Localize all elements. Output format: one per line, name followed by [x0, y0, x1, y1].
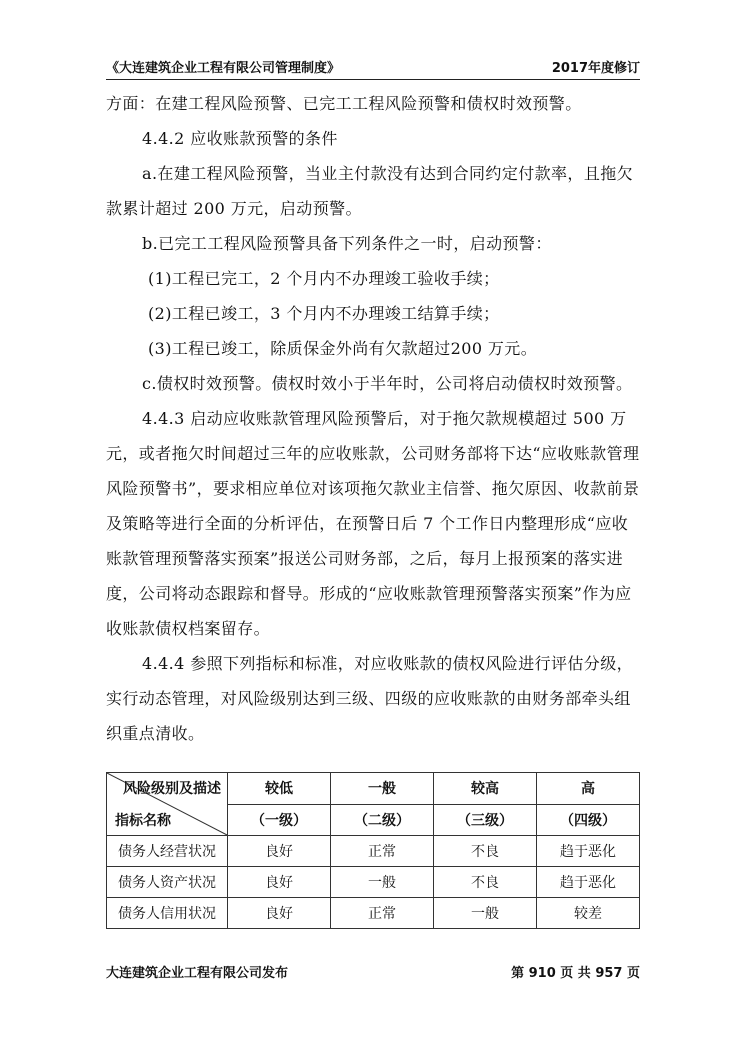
page-header [106, 50, 640, 80]
level-header: 较低 [228, 773, 331, 805]
table-cell: 不良 [434, 836, 537, 867]
table-cell: 一般 [331, 867, 434, 898]
level-code: （一级） [228, 804, 331, 836]
page-footer [106, 962, 640, 981]
level-header: 一般 [331, 773, 434, 805]
level-header: 高 [537, 773, 640, 805]
list-item: (1)工程已完工，2 个月内不办理竣工验收手续； [148, 269, 500, 288]
indicator-name: 债务人经营状况 [107, 836, 228, 867]
paragraph: b.已完工工程风险预警具备下列条件之一时，启动预警： [142, 234, 552, 253]
risk-level-table [106, 772, 640, 929]
table-row [107, 836, 640, 867]
corner-top-label: 风险级别及描述 [123, 781, 221, 797]
table-row [107, 867, 640, 898]
table-header-row [107, 773, 640, 805]
level-header: 较高 [434, 773, 537, 805]
publisher-label: 大连建筑企业工程有限公司发布 [106, 966, 289, 981]
section-heading: 4.4.2 应收账款预警的条件 [142, 129, 338, 148]
table-cell: 较差 [537, 898, 640, 929]
paragraph: c.债权时效预警。债权时效小于半年时，公司将启动债权时效预警。 [142, 374, 633, 393]
table-cell: 良好 [228, 898, 331, 929]
table-cell: 不良 [434, 867, 537, 898]
paragraph: 方面：在建工程风险预警、已完工工程风险预警和债权时效预警。 [106, 94, 582, 113]
page-number: 第 910 页 共 957 页 [511, 966, 640, 981]
document-body [106, 86, 640, 751]
table-cell: 良好 [228, 867, 331, 898]
level-code: （四级） [537, 804, 640, 836]
table-cell: 一般 [434, 898, 537, 929]
table-cell: 趋于恶化 [537, 836, 640, 867]
level-code: （二级） [331, 804, 434, 836]
paragraph: a.在建工程风险预警，当业主付款没有达到合同约定付款率，且拖欠款累计超过 200 万元，启动预警。 [106, 164, 634, 218]
paragraph: 4.4.4 参照下列指标和标准，对应收账款的债权风险进行评估分级，实行动态管理，对风险级别达到三级、四级的应收账款的由财务部牵头组织重点清收。 [106, 654, 633, 743]
paragraph: 4.4.3 启动应收账款管理风险预警后，对于拖欠款规模超过 500 万元，或者拖欠时间超过三年的应收账款，公司财务部将下达“应收账款管理风险预警书”，要求相应单位对该项拖欠款业主信誉、拖欠原因、收款前景及策略等进行全面的分析评估，在预警日后 7 个工作日内整理形成“应收账款管理预警落实预案”报送公司财务部，之后，每月上报预案的落实进度，公司将动态跟踪和督导。形成的“应收账款管理预警落实预案”作为应收账款债权档案留存。 [106, 409, 640, 638]
indicator-name: 债务人信用状况 [107, 898, 228, 929]
table-cell: 趋于恶化 [537, 867, 640, 898]
table-cell: 正常 [331, 836, 434, 867]
revision-label: 2017年度修订 [551, 61, 640, 76]
table-cell: 正常 [331, 898, 434, 929]
indicator-name: 债务人资产状况 [107, 867, 228, 898]
diagonal-header-cell [107, 773, 228, 836]
table-row [107, 898, 640, 929]
corner-bottom-label: 指标名称 [115, 813, 171, 829]
list-item: (3)工程已竣工，除质保金外尚有欠款超过200 万元。 [148, 339, 538, 358]
table-cell: 良好 [228, 836, 331, 867]
document-title: 《大连建筑企业工程有限公司管理制度》 [106, 61, 341, 76]
level-code: （三级） [434, 804, 537, 836]
list-item: (2)工程已竣工，3 个月内不办理竣工结算手续； [148, 304, 500, 323]
